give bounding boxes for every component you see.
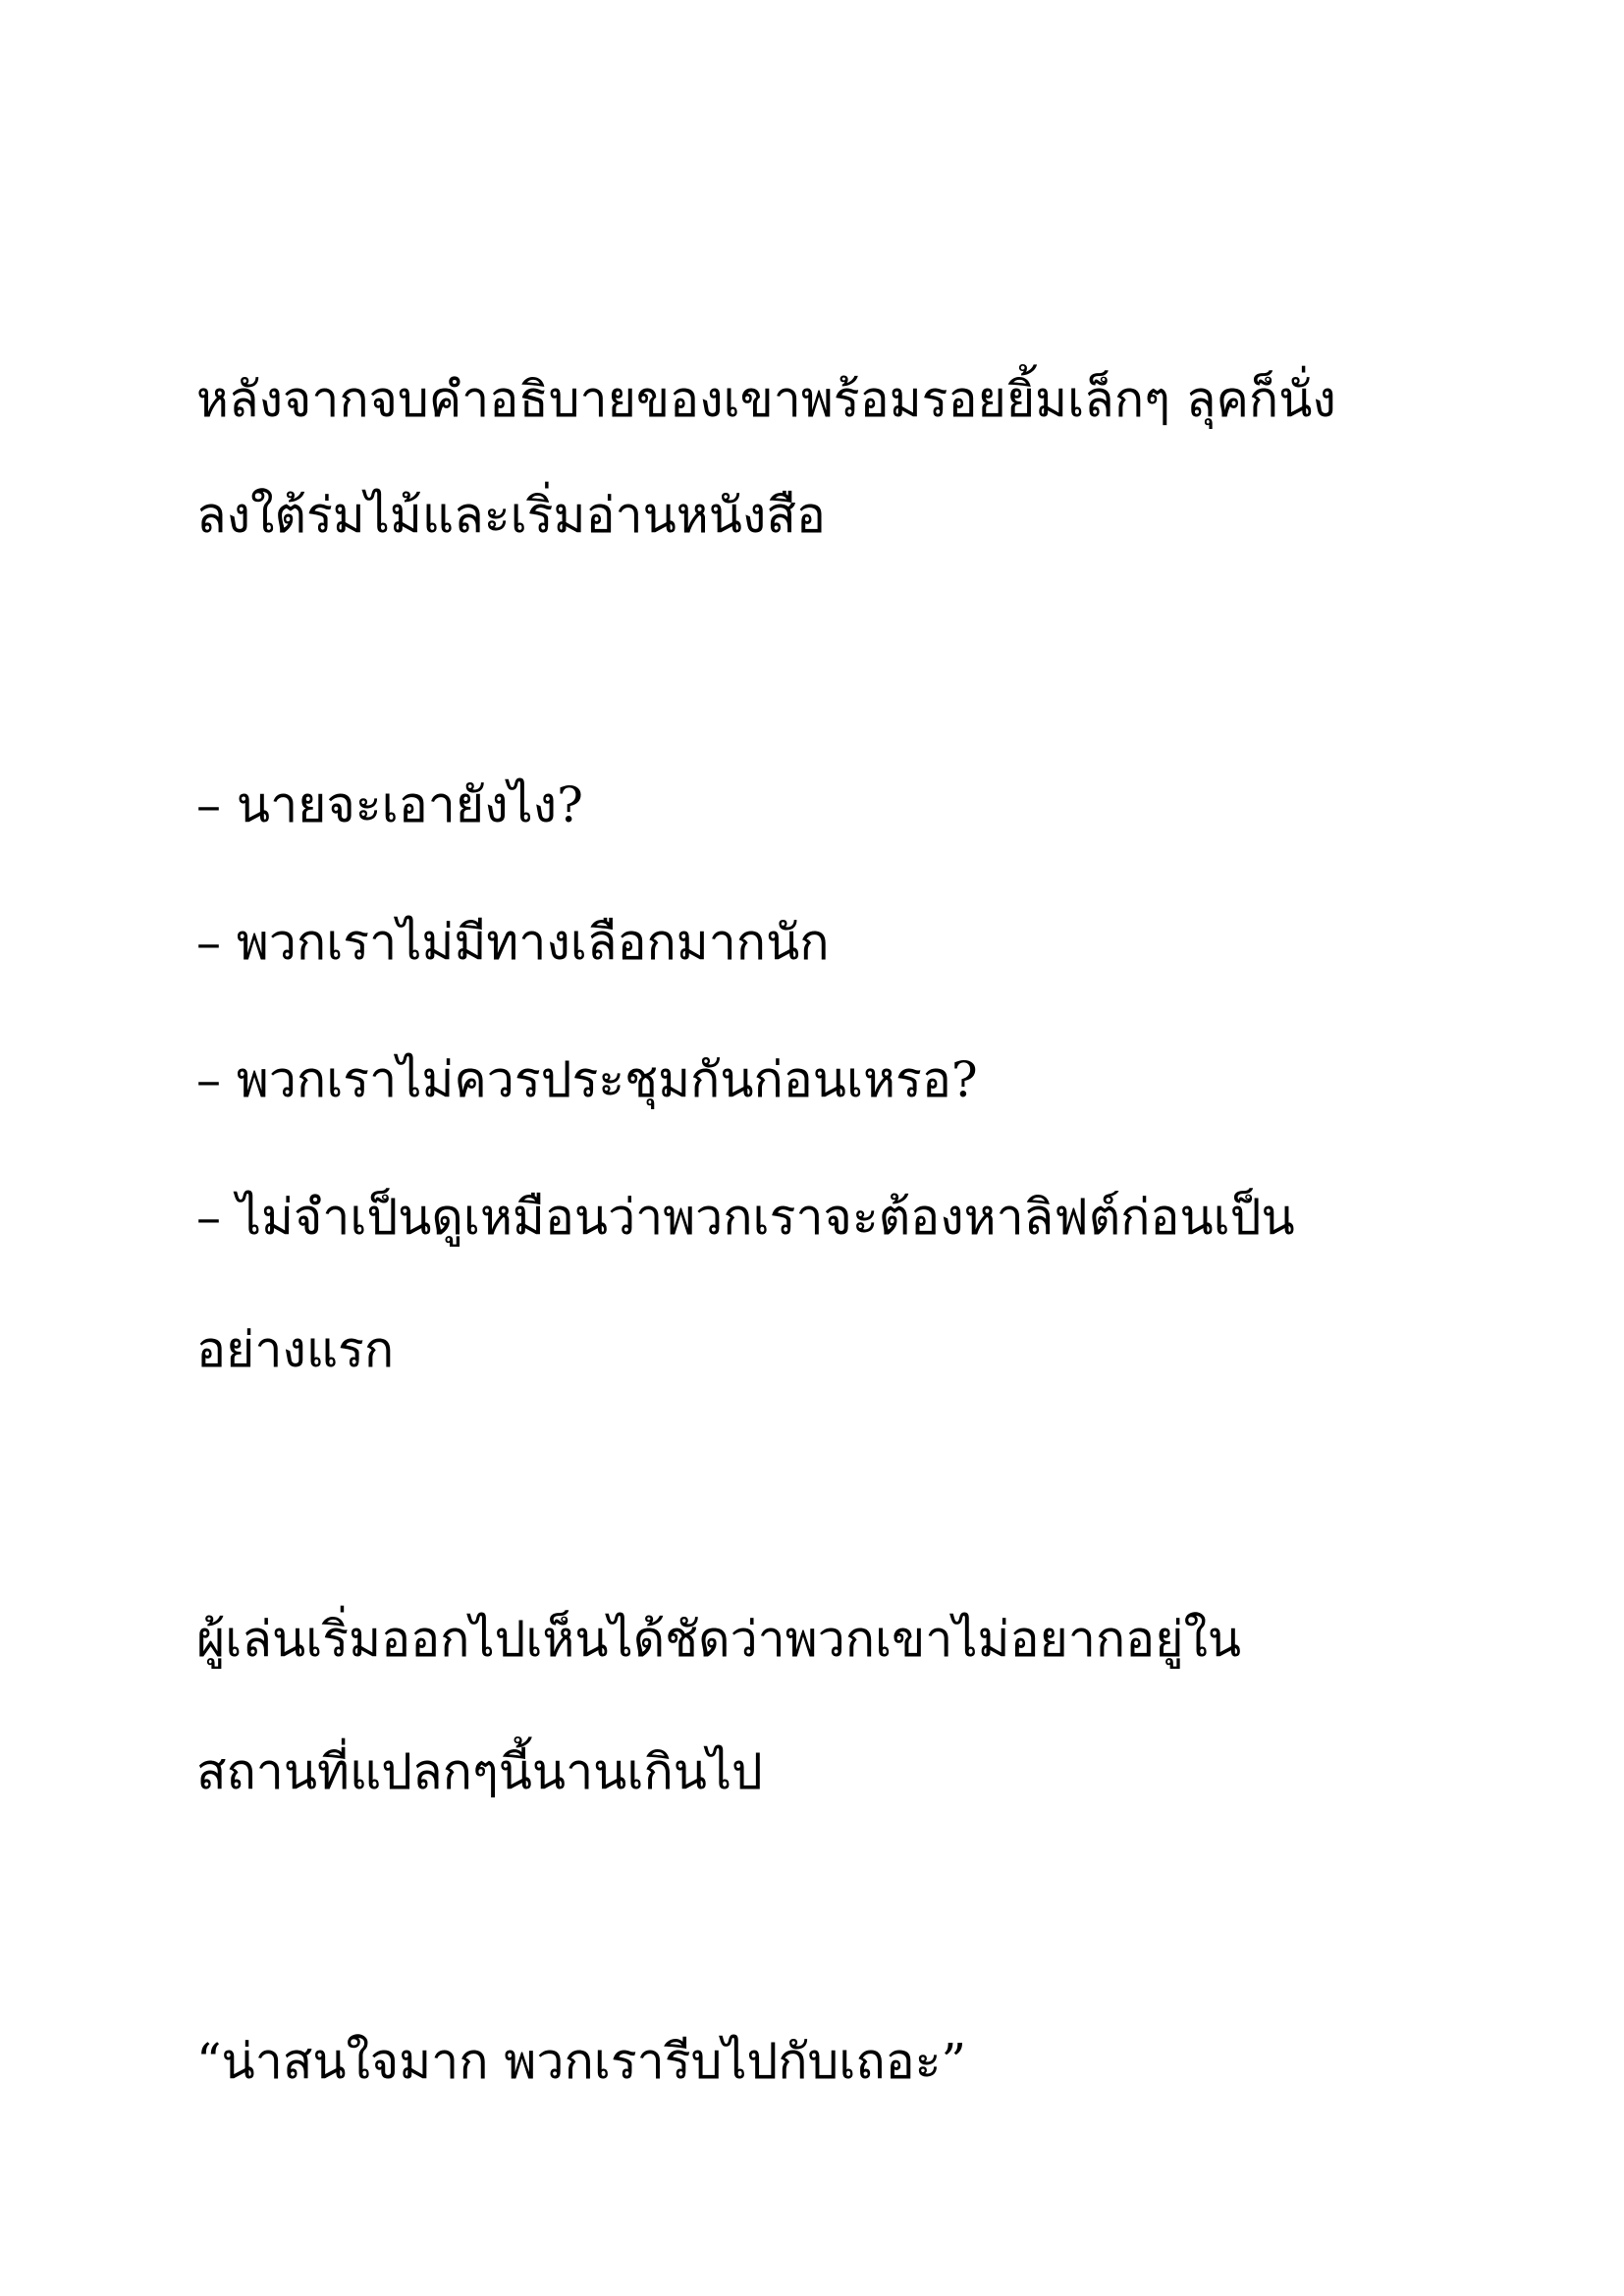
dialogue-line-1: – นายจะเอายังไง? [196,776,583,833]
paragraph-1-line-1: หลังจากจบคำอธิบายของเขาพร้อมรอยยิ้มเล็กๆ ลุคก็นั่ง [196,371,1336,428]
quote-line: “น่าสนใจมาก พวกเรารีบไปกับเถอะ” [196,2033,967,2090]
paragraph-1-line-2: ลงใต้ร่มไม้และเริ่มอ่านหนังสือ [196,487,826,544]
dialogue-line-3: – พวกเราไม่ควรประชุมกันก่อนเหรอ? [196,1051,978,1108]
paragraph-3-line-2: สถานที่แปลกๆนี้นานเกินไป [196,1743,763,1800]
dialogue-line-2: – พวกเราไม่มีทางเลือกมากนัก [196,914,830,971]
dialogue-line-4: – ไม่จำเป็นดูเหมือนว่าพวกเราจะต้องหาลิฟต์ก่อนเป็น [196,1189,1295,1246]
dialogue-line-4-continued: อย่างแรก [196,1321,395,1378]
paragraph-3-line-1: ผู้เล่นเริ่มออกไปเห็นได้ชัดว่าพวกเขาไม่อยากอยู่ใน [196,1611,1242,1668]
